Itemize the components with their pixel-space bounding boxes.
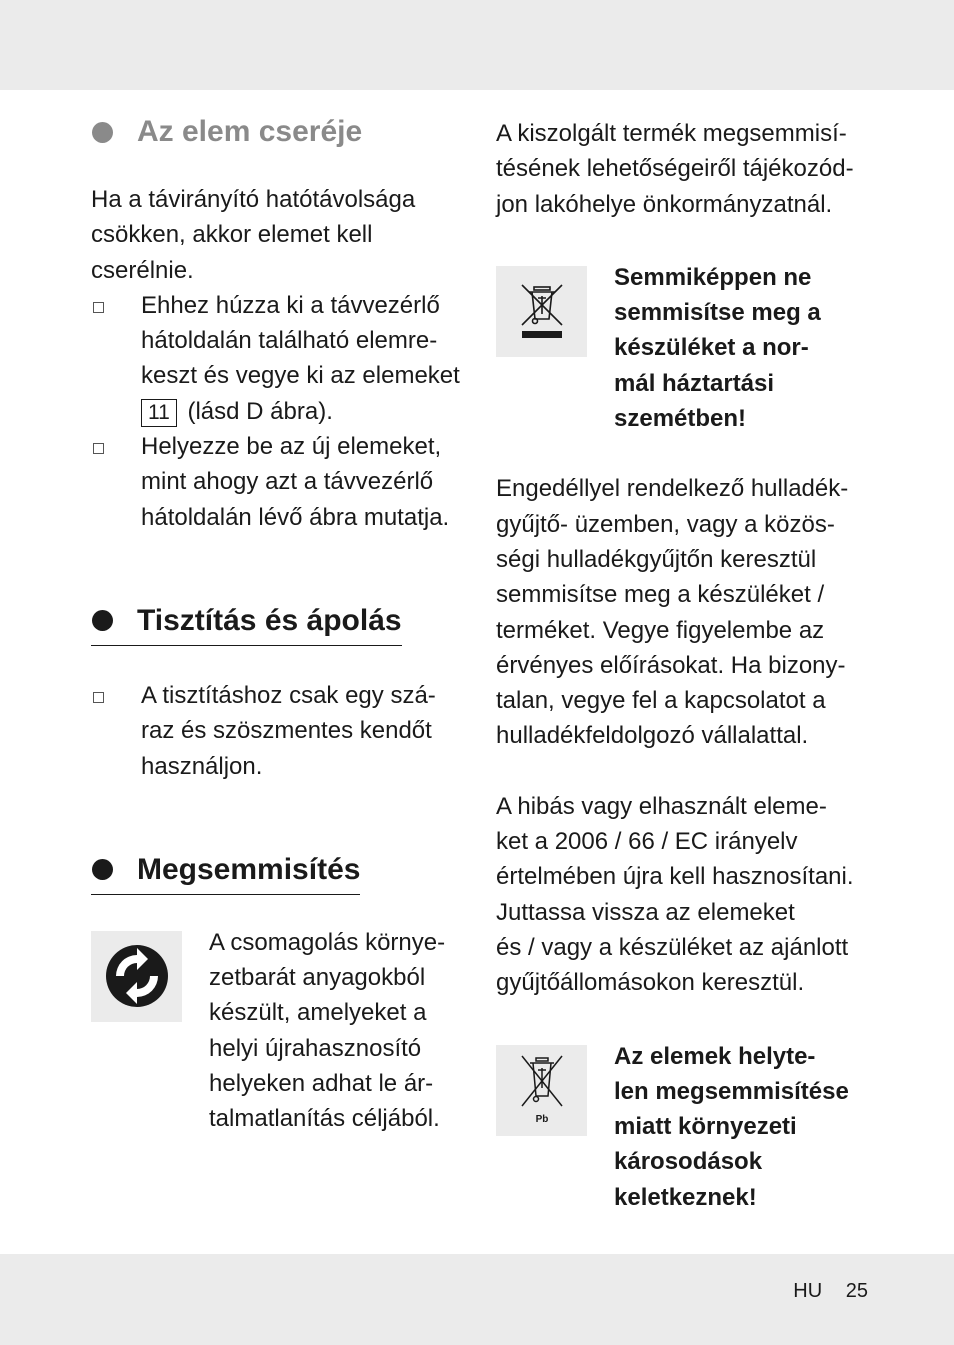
battery-recycling-paragraph: [496, 789, 866, 1001]
crossed-out-wheelie-bin-icon: [496, 266, 587, 357]
text-line: [141, 394, 460, 429]
checkbox-square-icon: [93, 302, 104, 313]
text-line: jon lakóhelye önkormányzatnál.: [496, 190, 833, 218]
warning-line: miatt környezeti: [614, 1113, 797, 1141]
warning-line: mál háztartási: [614, 369, 775, 397]
page-number: 25: [845, 1280, 868, 1302]
crossed-out-bin-pb-icon: [496, 1045, 587, 1136]
checkbox-square-icon: [93, 443, 104, 454]
text-line: Ha a távirányító hatótávolsága: [91, 186, 416, 213]
disposal-info-paragraph: [496, 116, 866, 222]
text-line: Juttassa vissza az elemeket: [496, 898, 795, 926]
text-line: készült, amelyeket a: [209, 999, 427, 1027]
right-column: [496, 116, 866, 1215]
green-dot-recycling-icon: [91, 931, 182, 1022]
text-line: használjon.: [141, 752, 263, 780]
text-line: mint ahogy azt a távvezérlő: [141, 468, 434, 496]
battery-intro: [91, 182, 463, 288]
packaging-recycling-block: [91, 928, 463, 1137]
heading-text: Tisztítás és ápolás: [137, 603, 402, 637]
text-line: hátoldalán található elemre-: [141, 327, 438, 355]
reference-number-box: 11: [141, 399, 177, 427]
warning-line: szemétben!: [614, 405, 747, 433]
text-line: keszt és vegye ki az elemeket: [141, 362, 460, 390]
bullet-dot-icon: [92, 610, 113, 631]
weee-warning-block: [496, 263, 866, 436]
list-item: [91, 678, 463, 784]
section-heading-disposal: [91, 848, 360, 895]
text-line: csökken, akkor elemet kell: [91, 221, 373, 249]
text-line: gyűjtő- üzemben, vagy a közös-: [496, 510, 835, 538]
text-line: ségi hulladékgyűjtőn keresztül: [496, 545, 817, 573]
list-item: [91, 429, 463, 535]
warning-line: károsodások: [614, 1148, 763, 1176]
warning-line: semmisítse meg a: [614, 299, 821, 327]
checkbox-square-icon: [93, 692, 104, 703]
text-line: helyeken adhat le ár-: [209, 1070, 434, 1098]
text-line: Engedéllyel rendelkező hulladék-: [496, 475, 849, 503]
warning-line: Az elemek helyte-: [614, 1042, 816, 1070]
bullet-dot-icon: [92, 122, 113, 143]
warning-line: Semmiképpen ne: [614, 263, 812, 291]
warning-line: készüléket a nor-: [614, 334, 809, 362]
text-line: A csomagolás környe-: [209, 928, 446, 956]
text-line: ket a 2006 / 66 / EC irányelv: [496, 828, 798, 856]
warning-line: keletkeznek!: [614, 1183, 757, 1211]
reference-tail: (lásd D ábra).: [187, 397, 333, 425]
battery-warning-block: [496, 1042, 866, 1215]
section-heading-cleaning: [91, 599, 402, 646]
heading-text: Az elem cseréje: [137, 115, 363, 148]
text-line: A kiszolgált termék megsemmisí-: [496, 120, 847, 147]
text-line: Ehhez húzza ki a távvezérlő: [141, 291, 440, 319]
warning-line: len megsemmisítése: [614, 1077, 849, 1105]
text-line: terméket. Vegye figyelembe az: [496, 616, 825, 644]
bullet-dot-icon: [92, 859, 113, 880]
text-line: cserélnie.: [91, 256, 194, 284]
text-line: raz és szöszmentes kendőt: [141, 717, 432, 745]
heading-text: Megsemmisítés: [137, 852, 361, 886]
text-line: A hibás vagy elhasznált eleme-: [496, 792, 827, 820]
language-code: HU: [793, 1280, 823, 1302]
section-heading-battery-replacement: [91, 110, 463, 154]
text-line: helyi újrahasznosító: [209, 1034, 422, 1062]
text-line: Helyezze be az új elemeket,: [141, 433, 442, 461]
text-line: zetbarát anyagokból: [209, 964, 426, 992]
text-line: hátoldalán lévő ábra mutatja.: [141, 503, 450, 531]
text-line: semmisítse meg a készüléket /: [496, 581, 825, 609]
text-line: A tisztításhoz csak egy szá-: [141, 681, 436, 709]
licensed-disposal-paragraph: [496, 471, 866, 753]
text-line: érvényes előírásokat. Ha bizony-: [496, 651, 846, 679]
text-line: hulladékfeldolgozó vállalattal.: [496, 722, 809, 750]
text-line: tésének lehetőségeiről tájékozód-: [496, 155, 854, 183]
text-line: talmatlanítás céljából.: [209, 1105, 440, 1133]
top-band: [0, 0, 954, 90]
text-line: és / vagy a készüléket az ajánlott: [496, 933, 849, 961]
pb-label: Pb: [535, 1114, 548, 1126]
text-line: értelmében újra kell hasznosítani.: [496, 863, 854, 891]
text-line: gyűjtőállomásokon keresztül.: [496, 969, 805, 997]
page-footer: [793, 1280, 868, 1303]
text-line: talan, vegye fel a kapcsolatot a: [496, 687, 826, 715]
list-item: [91, 288, 463, 429]
left-column: [91, 110, 463, 1137]
